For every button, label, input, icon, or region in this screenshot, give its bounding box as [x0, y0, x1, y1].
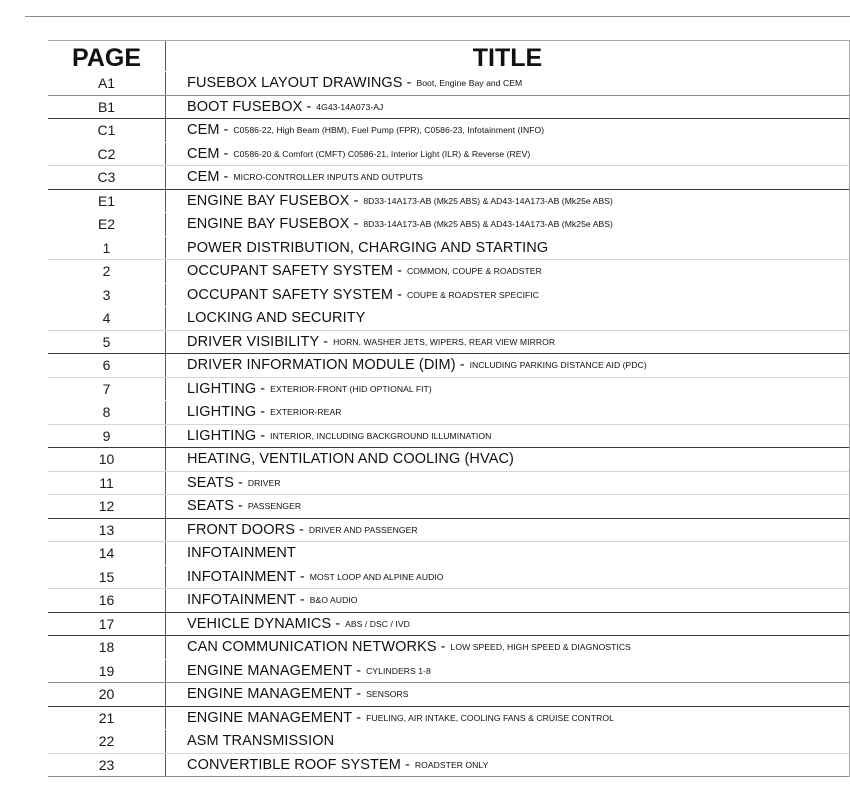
section-title-main: ENGINE MANAGEMENT	[187, 709, 353, 726]
section-title	[166, 284, 849, 307]
contents-table	[48, 40, 850, 777]
section-title-separator: -	[256, 404, 270, 420]
table-row	[48, 495, 849, 519]
section-title	[166, 425, 849, 448]
section-title-subtitle: EXTERIOR-REAR	[270, 407, 342, 417]
table-row	[48, 260, 849, 284]
section-title-separator: -	[233, 498, 247, 514]
page-number: 23	[48, 754, 166, 777]
section-title-separator: -	[400, 756, 414, 773]
page-number: 3	[48, 284, 166, 307]
section-title	[166, 378, 849, 401]
section-title-main: ENGINE MANAGEMENT	[187, 662, 353, 679]
section-title-main: FUSEBOX LAYOUT DRAWINGS	[187, 75, 403, 91]
page-number: 1	[48, 237, 166, 260]
section-title-main: DRIVER INFORMATION MODULE (DIM)	[187, 357, 456, 373]
section-title-subtitle: COMMON, COUPE & ROADSTER	[406, 266, 542, 276]
section-title	[166, 401, 849, 424]
section-title-subtitle: DRIVER	[247, 477, 281, 488]
section-title-separator: -	[219, 122, 233, 138]
table-row	[48, 72, 849, 96]
section-title-main: LIGHTING	[187, 380, 257, 397]
section-title-separator: -	[295, 592, 309, 608]
page-number: C3	[48, 166, 166, 189]
section-title	[166, 166, 849, 189]
section-title-separator: -	[349, 192, 363, 209]
section-title-main: LIGHTING	[187, 427, 257, 444]
table-row	[48, 143, 849, 167]
table-row	[48, 307, 849, 331]
table-header-row	[48, 41, 849, 72]
section-title-subtitle: Boot, Engine Bay and CEM	[416, 78, 523, 88]
page-number: 21	[48, 707, 166, 730]
page-number: 22	[48, 730, 166, 753]
section-title-main: SEATS	[187, 498, 234, 514]
table-row	[48, 190, 849, 214]
page-number: C2	[48, 143, 166, 166]
page-number: 19	[48, 660, 166, 683]
page-number: 17	[48, 613, 166, 636]
table-row	[48, 566, 849, 590]
page-number: 5	[48, 331, 166, 354]
title-column-header: TITLE	[472, 44, 543, 71]
page-column-header: PAGE	[48, 41, 166, 71]
section-title-main: LOCKING AND SECURITY	[187, 310, 366, 326]
page-number: C1	[48, 119, 166, 142]
section-title	[166, 542, 849, 565]
section-title	[166, 307, 849, 330]
page-number: 10	[48, 448, 166, 471]
page-number: 6	[48, 354, 166, 377]
page-number: E2	[48, 213, 166, 236]
section-title-separator: -	[352, 662, 366, 679]
section-title	[166, 707, 849, 730]
section-title	[166, 119, 849, 142]
table-row	[48, 730, 849, 754]
section-title-separator: -	[319, 333, 333, 350]
section-title-separator: -	[402, 75, 416, 91]
table-row	[48, 707, 849, 731]
section-title-main: VEHICLE DYNAMICS	[187, 615, 332, 632]
section-title-separator: -	[256, 427, 270, 444]
section-title	[166, 96, 849, 119]
section-title-subtitle: B&O AUDIO	[309, 595, 358, 605]
table-row	[48, 683, 849, 707]
section-title	[166, 636, 849, 659]
table-row	[48, 284, 849, 308]
section-title-subtitle: EXTERIOR-FRONT (HID OPTIONAL FIT)	[270, 383, 432, 394]
section-title-main: ASM TRANSMISSION	[187, 733, 335, 749]
section-title	[166, 519, 849, 542]
section-title-separator: -	[393, 263, 406, 279]
section-title-subtitle: FUELING, AIR INTAKE, COOLING FANS & CRUISE CONTROL	[366, 712, 614, 723]
section-title	[166, 683, 849, 706]
section-title	[166, 613, 849, 636]
section-title	[166, 143, 849, 166]
section-title-separator: -	[393, 286, 406, 303]
table-row	[48, 448, 849, 472]
section-title-subtitle: C0586-20 & Comfort (CMFT) C0586-21, Interior Light (ILR) & Reverse (REV)	[233, 148, 531, 159]
section-title	[166, 754, 849, 777]
section-title-main: INFOTAINMENT	[187, 545, 296, 561]
page-number: 14	[48, 542, 166, 565]
section-title	[166, 472, 849, 495]
table-row	[48, 542, 849, 566]
table-row	[48, 425, 849, 449]
section-title-main: OCCUPANT SAFETY SYSTEM	[187, 286, 394, 303]
section-title	[166, 660, 849, 683]
table-row	[48, 636, 849, 660]
section-title-subtitle: 8D33-14A173-AB (Mk25 ABS) & AD43-14A173-AB (Mk25e ABS)	[363, 195, 613, 206]
table-row	[48, 519, 849, 543]
page-number: 9	[48, 425, 166, 448]
section-title-separator: -	[455, 357, 469, 373]
section-title-separator: -	[352, 709, 366, 726]
table-row	[48, 213, 849, 237]
section-title-main: SEATS	[187, 474, 234, 491]
page-number: 15	[48, 566, 166, 589]
section-title-main: INFOTAINMENT	[187, 592, 296, 608]
section-title-subtitle: CYLINDERS 1-8	[366, 665, 431, 676]
section-title-main: ENGINE BAY FUSEBOX	[187, 216, 350, 232]
section-title-subtitle: ROADSTER ONLY	[414, 759, 489, 770]
section-title-main: CAN COMMUNICATION NETWORKS	[187, 639, 437, 655]
section-title-subtitle: INTERIOR, INCLUDING BACKGROUND ILLUMINATION	[270, 430, 492, 441]
table-row	[48, 472, 849, 496]
section-title-subtitle: MOST LOOP AND ALPINE AUDIO	[309, 571, 444, 582]
section-title	[166, 566, 849, 589]
section-title	[166, 331, 849, 354]
section-title-separator: -	[294, 521, 308, 538]
top-rule	[25, 16, 850, 17]
section-title-main: DRIVER VISIBILITY	[187, 333, 320, 350]
section-title-main: CEM	[187, 122, 220, 138]
page-number: 20	[48, 683, 166, 706]
section-title-main: ENGINE BAY FUSEBOX	[187, 192, 350, 209]
section-title-subtitle: COUPE & ROADSTER SPECIFIC	[406, 289, 540, 300]
section-title-subtitle: C0586-22, High Beam (HBM), Fuel Pump (FPR), C0586-23, Infotainment (INFO)	[233, 125, 545, 135]
page-number: 12	[48, 495, 166, 518]
table-row	[48, 331, 849, 355]
section-title-subtitle: 8D33-14A173-AB (Mk25 ABS) & AD43-14A173-AB (Mk25e ABS)	[363, 219, 613, 229]
section-title-separator: -	[219, 169, 233, 185]
section-title-main: CEM	[187, 145, 220, 162]
table-row	[48, 401, 849, 425]
section-title	[166, 213, 849, 236]
section-title-separator: -	[352, 686, 366, 702]
section-title-subtitle: INCLUDING PARKING DISTANCE AID (PDC)	[469, 360, 647, 370]
table-row	[48, 96, 849, 120]
section-title-main: BOOT FUSEBOX	[187, 98, 303, 115]
section-title-subtitle: LOW SPEED, HIGH SPEED & DIAGNOSTICS	[450, 642, 631, 652]
section-title-separator: -	[302, 98, 316, 115]
section-title-separator: -	[331, 615, 345, 632]
section-title	[166, 190, 849, 213]
section-title-main: HEATING, VENTILATION AND COOLING (HVAC)	[187, 451, 514, 467]
page-number: 16	[48, 589, 166, 612]
table-row	[48, 660, 849, 684]
section-title-main: CONVERTIBLE ROOF SYSTEM	[187, 756, 401, 773]
section-title-main: LIGHTING	[187, 404, 257, 420]
section-title-separator: -	[295, 568, 309, 585]
table-body	[48, 72, 849, 777]
section-title	[166, 354, 849, 377]
section-title-separator: -	[436, 639, 450, 655]
section-title-main: ENGINE MANAGEMENT	[187, 686, 353, 702]
section-title	[166, 495, 849, 518]
section-title-separator: -	[219, 145, 233, 162]
section-title	[166, 72, 849, 95]
page-number: 2	[48, 260, 166, 283]
section-title-subtitle: SENSORS	[366, 689, 409, 699]
table-row	[48, 119, 849, 143]
table-row	[48, 589, 849, 613]
section-title	[166, 237, 849, 260]
table-row	[48, 613, 849, 637]
page-number: A1	[48, 72, 166, 95]
section-title-separator: -	[256, 380, 270, 397]
section-title-subtitle: DRIVER AND PASSENGER	[308, 524, 418, 535]
section-title-subtitle: PASSENGER	[247, 501, 302, 511]
section-title-main: FRONT DOORS	[187, 521, 295, 538]
table-row	[48, 237, 849, 261]
section-title-subtitle: MICRO-CONTROLLER INPUTS AND OUTPUTS	[233, 172, 423, 182]
page-number: 18	[48, 636, 166, 659]
section-title-main: INFOTAINMENT	[187, 568, 296, 585]
table-row	[48, 754, 849, 778]
page-number: 11	[48, 472, 166, 495]
section-title	[166, 589, 849, 612]
section-title	[166, 730, 849, 753]
section-title-subtitle: 4G43-14A073-AJ	[316, 101, 384, 112]
section-title-main: OCCUPANT SAFETY SYSTEM	[187, 263, 394, 279]
section-title-separator: -	[233, 474, 247, 491]
section-title-separator: -	[349, 216, 363, 232]
table-row	[48, 354, 849, 378]
section-title-subtitle: ABS / DSC / IVD	[345, 618, 410, 629]
section-title-main: POWER DISTRIBUTION, CHARGING AND STARTING	[187, 239, 549, 256]
table-row	[48, 378, 849, 402]
section-title-main: CEM	[187, 169, 220, 185]
section-title-subtitle: HORN, WASHER JETS, WIPERS, REAR VIEW MIRROR	[333, 336, 556, 347]
page-number: 8	[48, 401, 166, 424]
page-number: 4	[48, 307, 166, 330]
section-title	[166, 260, 849, 283]
table-row	[48, 166, 849, 190]
section-title	[166, 448, 849, 471]
page-number: E1	[48, 190, 166, 213]
page-number: B1	[48, 96, 166, 119]
page-number: 7	[48, 378, 166, 401]
page-number: 13	[48, 519, 166, 542]
